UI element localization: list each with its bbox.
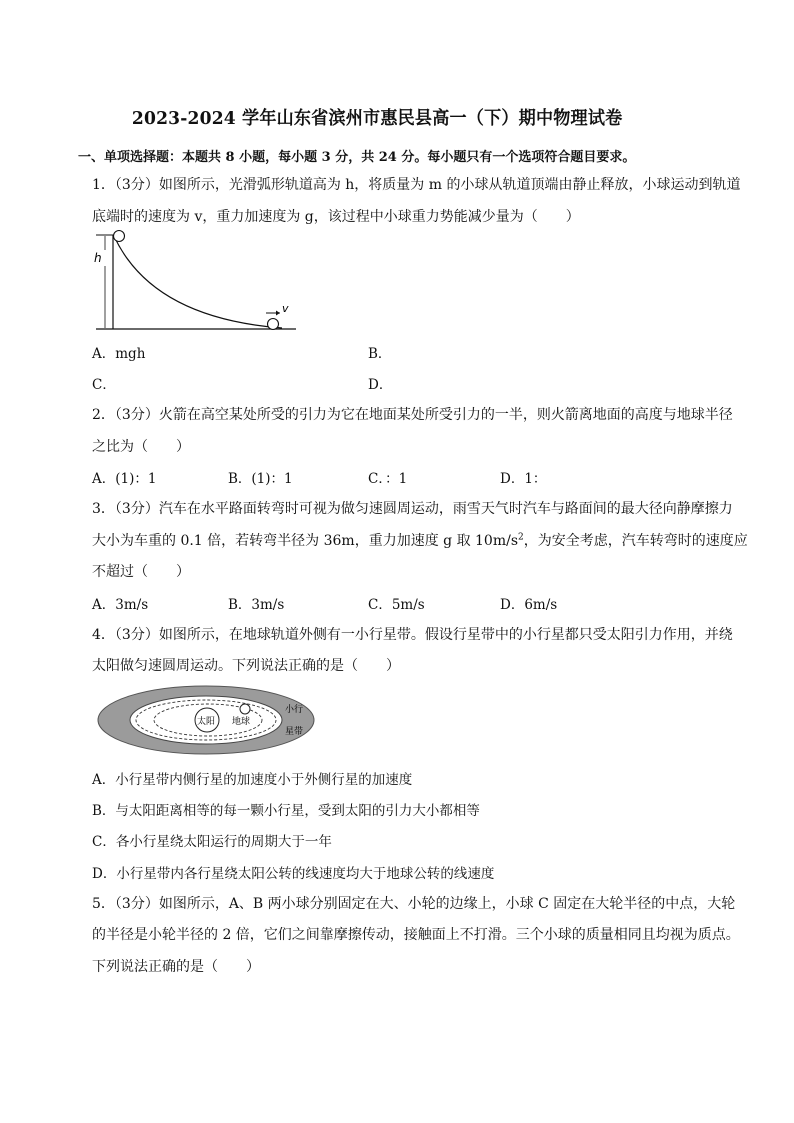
q3-line3: 不超过（ ）	[92, 564, 190, 580]
q1-option-d: D．	[368, 377, 393, 393]
q2-option-c: C．：1	[368, 471, 408, 487]
q1-arc-track	[114, 236, 282, 328]
q4-earth	[240, 704, 250, 714]
q1-track-figure	[92, 228, 302, 334]
q4-option-b: B．与太阳距离相等的每一颗小行星，受到太阳的引力大小都相等	[92, 803, 480, 819]
q1-line2: 底端时的速度为 v，重力加速度为 g，该过程中小球重力势能减少量为（ ）	[92, 209, 580, 225]
q4-option-a: A．小行星带内侧行星的加速度小于外侧行星的加速度	[92, 772, 413, 788]
q1-height-label: h	[94, 251, 102, 265]
q4-sun-label: 太阳	[197, 717, 216, 727]
q1-velocity-label: v	[282, 302, 289, 315]
q3-line2-superscript: 2	[518, 532, 524, 543]
q1-option-c: C．	[92, 377, 116, 393]
q3-option-c: C．5m/s	[368, 597, 425, 613]
q4-asteroid-belt-figure	[96, 684, 316, 756]
q2-option-d: D．1：	[500, 471, 547, 487]
q4-earth-label: 地球	[232, 717, 251, 727]
q4-line1: 4．（3分）如图所示，在地球轨道外侧有一小行星带。假设行星带中的小行星都只受太阳引力作用，并绕	[92, 627, 733, 643]
q5-line2: 的半径是小轮半径的 2 倍，它们之间靠摩擦传动，接触面上不打滑。三个小球的质量相同且均视为质点。	[92, 927, 740, 943]
q3-option-d: D．6m/s	[500, 597, 558, 613]
q4-belt-label-1: 小行	[285, 705, 304, 715]
q1-ball-bottom	[268, 319, 279, 330]
q5-line1: 5．（3分）如图所示，A、B 两小球分别固定在大、小轮的边缘上，小球 C 固定在大轮半径的中点，大轮	[92, 896, 736, 912]
q1-line1: 1．（3分）如图所示，光滑弧形轨道高为 h，将质量为 m 的小球从轨道顶端由静止释放，小球运动到轨道	[92, 177, 741, 193]
q2-line2: 之比为（ ）	[92, 439, 190, 455]
q1-ball-top	[114, 231, 125, 242]
q3-line2	[92, 530, 748, 550]
q4-line2: 太阳做匀速圆周运动。下列说法正确的是（ ）	[92, 658, 400, 674]
q4-option-c: C．各小行星绕太阳运行的周期大于一年	[92, 834, 332, 850]
q2-option-a: A．(1)：1	[92, 471, 157, 487]
q3-option-a: A．3m/s	[92, 597, 149, 613]
q1-option-a: A．mgh	[92, 346, 146, 362]
q4-option-d: D．小行星带内各行星绕太阳公转的线速度均大于地球公转的线速度	[92, 866, 495, 882]
exam-title: 2023-2024 学年山东省滨州市惠民县高一（下）期中物理试卷	[131, 108, 623, 129]
q1-option-b: B．	[368, 346, 392, 362]
q3-option-b: B．3m/s	[228, 597, 285, 613]
q3-line2-part-b: ，为安全考虑，汽车转弯时的速度应	[523, 533, 748, 549]
q1-arrow-head	[276, 311, 280, 316]
q3-line2-part-a: 大小为车重的 0.1 倍，若转弯半径为 36m，重力加速度 g 取 10m/s	[92, 533, 519, 549]
q5-line3: 下列说法正确的是（ ）	[92, 959, 260, 975]
q2-line1: 2．（3分）火箭在高空某处所受的引力为它在地面某处所受引力的一半，则火箭离地面的高度与地球半径	[92, 407, 733, 423]
q3-line1: 3．（3分）汽车在水平路面转弯时可视为做匀速圆周运动，雨雪天气时汽车与路面间的最大径向静摩擦力	[92, 501, 733, 517]
section-heading: 一、单项选择题：本题共 8 小题，每小题 3 分，共 24 分。每小题只有一个选项符合题目要求。	[78, 150, 636, 165]
q4-belt-label-2: 星带	[285, 727, 304, 737]
q2-option-b: B．(1)：1	[228, 471, 293, 487]
